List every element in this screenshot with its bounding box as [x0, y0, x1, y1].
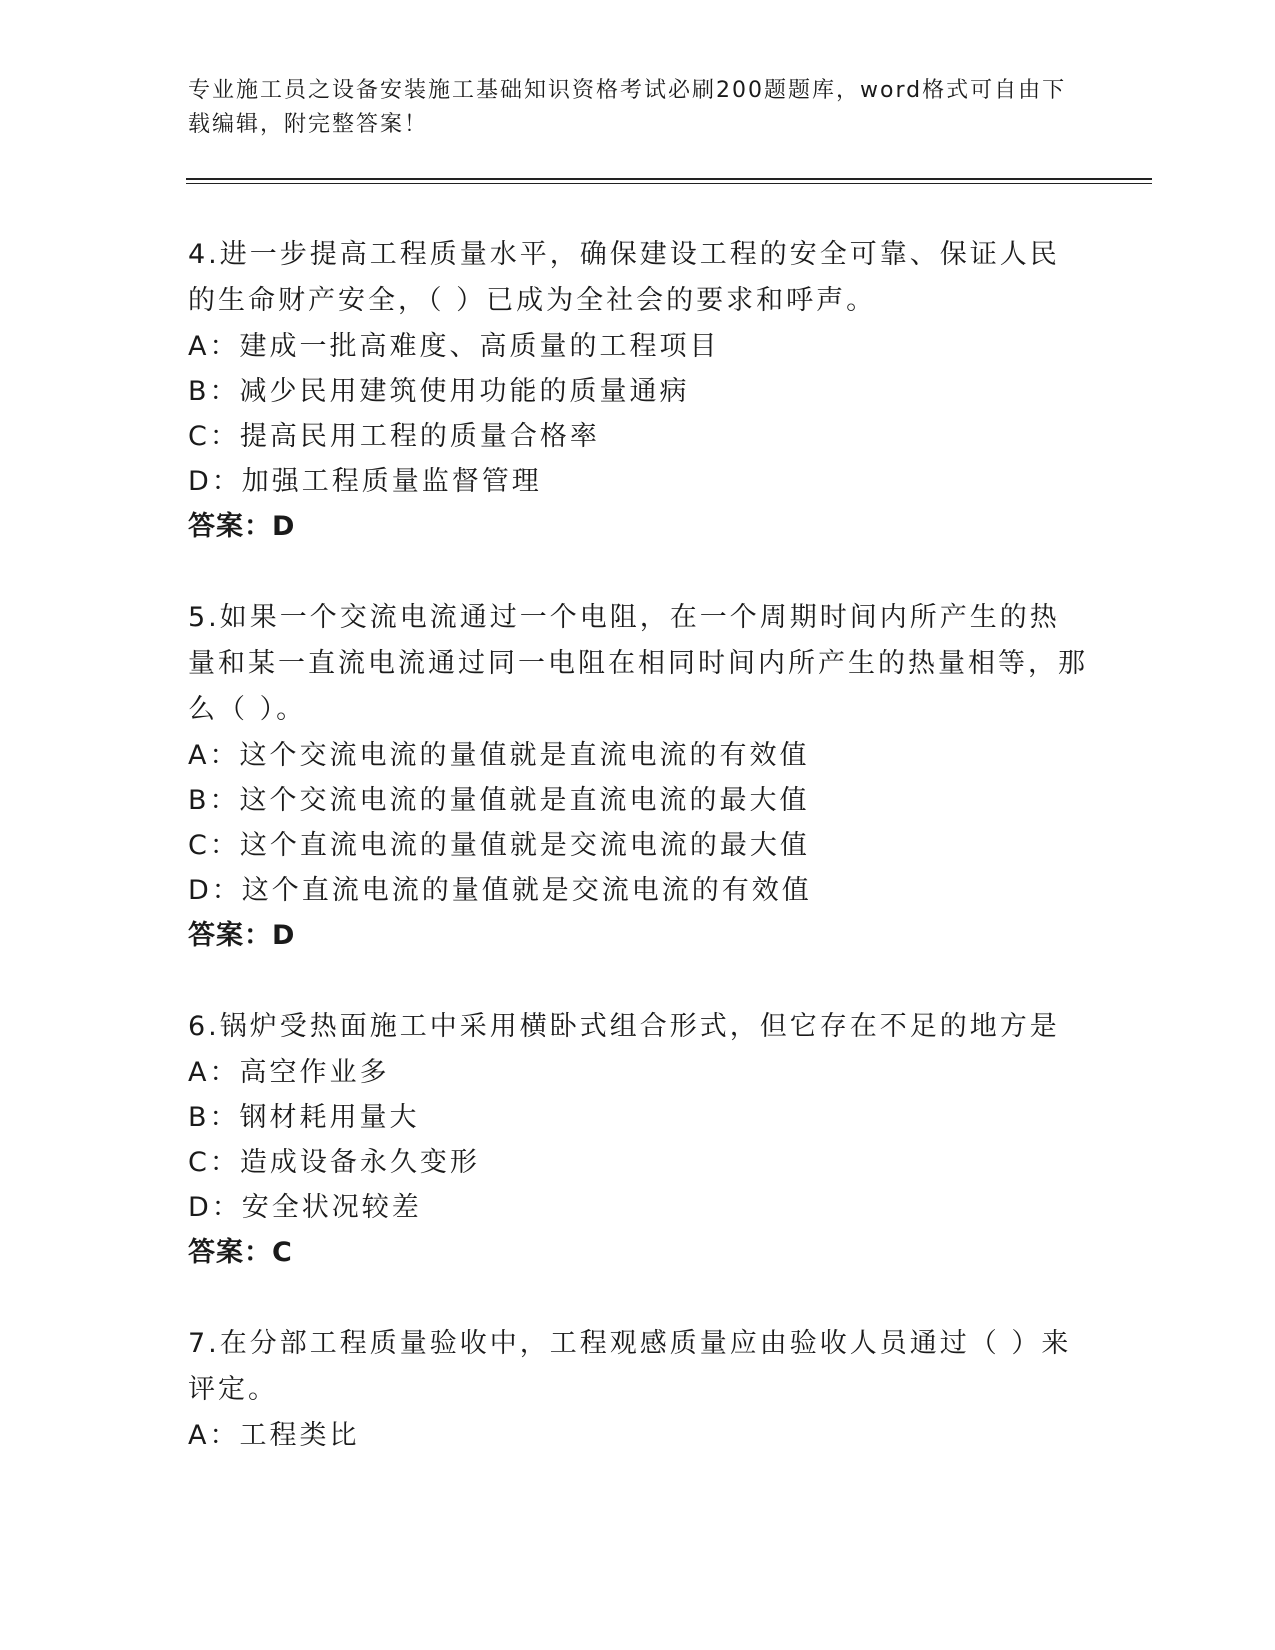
question-stem: 5.如果一个交流电流通过一个电阻，在一个周期时间内所产生的热量和某一直流电流通过同一电阻在相同时间内所产生的热量相等，那么（ ）。 — [188, 602, 1088, 725]
option-a: A：高空作业多 — [188, 1057, 390, 1088]
header-divider-top — [186, 178, 1152, 180]
option-d: D：这个直流电流的量值就是交流电流的有效值 — [188, 875, 812, 906]
answer-line: 答案：D — [188, 511, 296, 542]
question-4 — [188, 232, 1088, 550]
option-b: B：钢材耗用量大 — [188, 1102, 420, 1133]
question-stem: 4.进一步提高工程质量水平，确保建设工程的安全可靠、保证人民的生命财产安全，（ ）已成为全社会的要求和呼声。 — [188, 239, 1060, 316]
question-7 — [188, 1321, 1088, 1458]
option-a: A：工程类比 — [188, 1420, 360, 1451]
document-header: 专业施工员之设备安装施工基础知识资格考试必刷200题题库，word格式可自由下载编辑，附完整答案！ — [188, 78, 1067, 137]
question-6 — [188, 1004, 1088, 1276]
question-list — [188, 232, 1088, 1503]
option-c: C：造成设备永久变形 — [188, 1147, 480, 1178]
option-c: C：提高民用工程的质量合格率 — [188, 421, 600, 452]
option-c: C：这个直流电流的量值就是交流电流的最大值 — [188, 830, 810, 861]
question-stem: 6.锅炉受热面施工中采用横卧式组合形式，但它存在不足的地方是 — [188, 1011, 1060, 1042]
option-d: D：安全状况较差 — [188, 1192, 422, 1223]
option-b: B：减少民用建筑使用功能的质量通病 — [188, 376, 690, 407]
answer-line: 答案：C — [188, 1237, 293, 1268]
header-divider-bottom — [186, 183, 1152, 184]
option-a: A：建成一批高难度、高质量的工程项目 — [188, 331, 720, 362]
question-stem: 7.在分部工程质量验收中，工程观感质量应由验收人员通过（ ）来评定。 — [188, 1328, 1072, 1405]
question-5 — [188, 595, 1088, 959]
answer-line: 答案：D — [188, 920, 296, 951]
option-d: D：加强工程质量监督管理 — [188, 466, 542, 497]
option-b: B：这个交流电流的量值就是直流电流的最大值 — [188, 785, 810, 816]
option-a: A：这个交流电流的量值就是直流电流的有效值 — [188, 740, 810, 771]
